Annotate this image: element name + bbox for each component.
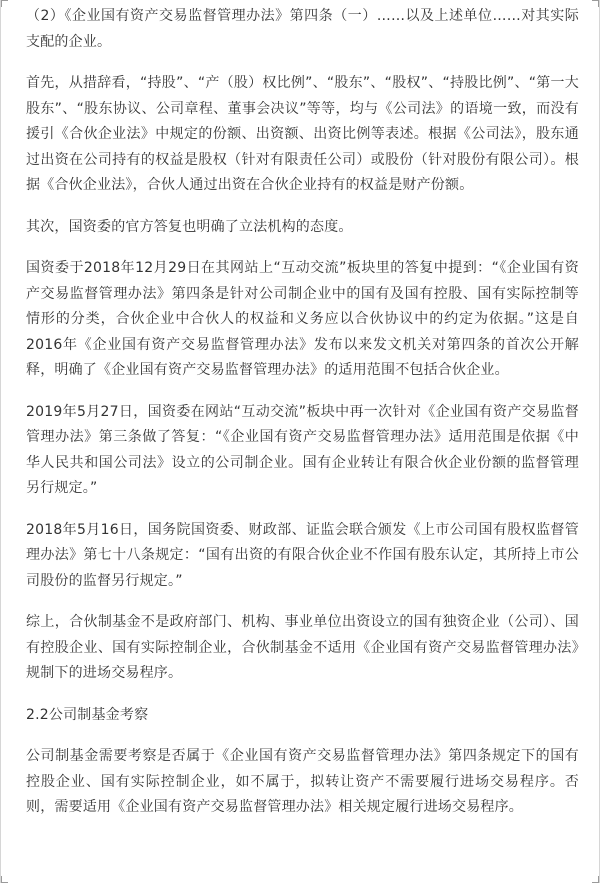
paragraph-sasac-reply-intro: 其次，国资委的官方答复也明确了立法机构的态度。 bbox=[26, 218, 353, 235]
page-corner-mark bbox=[1, 876, 8, 883]
article-body bbox=[26, 4, 579, 837]
paragraph-wording-analysis: 首先，从措辞看，“持股”、“产（股）权比例”、“股东”、“股权”、“持股比例”、“第一大股东”、“股东协议、公司章程、董事会决议”等等，均与《公司法》的语境一致，而没有援引《合伙企业法》中规定的份额、出资额、出资比例等表述。根据《公司法》，股东通过出资在公司持有的权益是股权（针对有限责任公司）或股份（针对股份有限公司）。根据《合伙企业法》，合伙人通过出资在合伙企业持有的权益是财产份额。 bbox=[26, 75, 579, 193]
paragraph-conclusion: 综上，合伙制基金不是政府部门、机构、事业单位出资设立的国有独资企业（公司）、国有控股企业、国有实际控制企业，合伙制基金不适用《企业国有资产交易监督管理办法》规制下的进场交易程序。 bbox=[26, 614, 579, 681]
paragraph-article-four-clause: （2）《企业国有资产交易监督管理办法》第四条（一）……以及上述单位……对其实际支配的企业。 bbox=[26, 8, 579, 50]
page-corner-mark bbox=[1, 0, 8, 7]
section-heading: 2.2公司制基金考察 bbox=[26, 706, 149, 723]
paragraph-sasac-reply-2019: 2019年5月27日，国资委在网站“互动交流”板块中再一次针对《企业国有资产交易监督管理办法》第三条做了答复：“《企业国有资产交易监督管理办法》适用范围是依据《中华人民共和国公司法》设立的公司制企业。国有企业转让有限合伙企业份额的监督管理另行规定。” bbox=[26, 403, 579, 496]
paragraph-listed-company-rule: 2018年5月16日，国务院国资委、财政部、证监会联合颁发《上市公司国有股权监督管理办法》第七十八条规定：“国有出资的有限合伙企业不作国有股东认定，其所持上市公司股份的监督另行规定。” bbox=[26, 521, 579, 589]
page-corner-mark bbox=[592, 876, 599, 883]
paragraph-sasac-reply-2018: 国资委于2018年12月29日在其网站上“互动交流”板块里的答复中提到：“《企业国有资产交易监督管理办法》第四条是针对公司制企业中的国有及国有控股、国有实际控制等情形的分类，合伙企业中合伙人的权益和义务应以合伙协议中的约定为依据。”这是自2016年《企业国有资产交易监督管理办法》发布以来发文机关对第四条的首次公开解释，明确了《企业国有资产交易监督管理办法》的适用范围不包括合伙企业。 bbox=[26, 260, 579, 378]
paragraph-corporate-fund: 公司制基金需要考察是否属于《企业国有资产交易监督管理办法》第四条规定下的国有控股企业、国有实际控制企业，如不属于，拟转让资产不需要履行进场交易程序。否则，需要适用《企业国有资产交易监督管理办法》相关规定履行进场交易程序。 bbox=[26, 748, 579, 815]
page-corner-mark bbox=[592, 0, 599, 7]
